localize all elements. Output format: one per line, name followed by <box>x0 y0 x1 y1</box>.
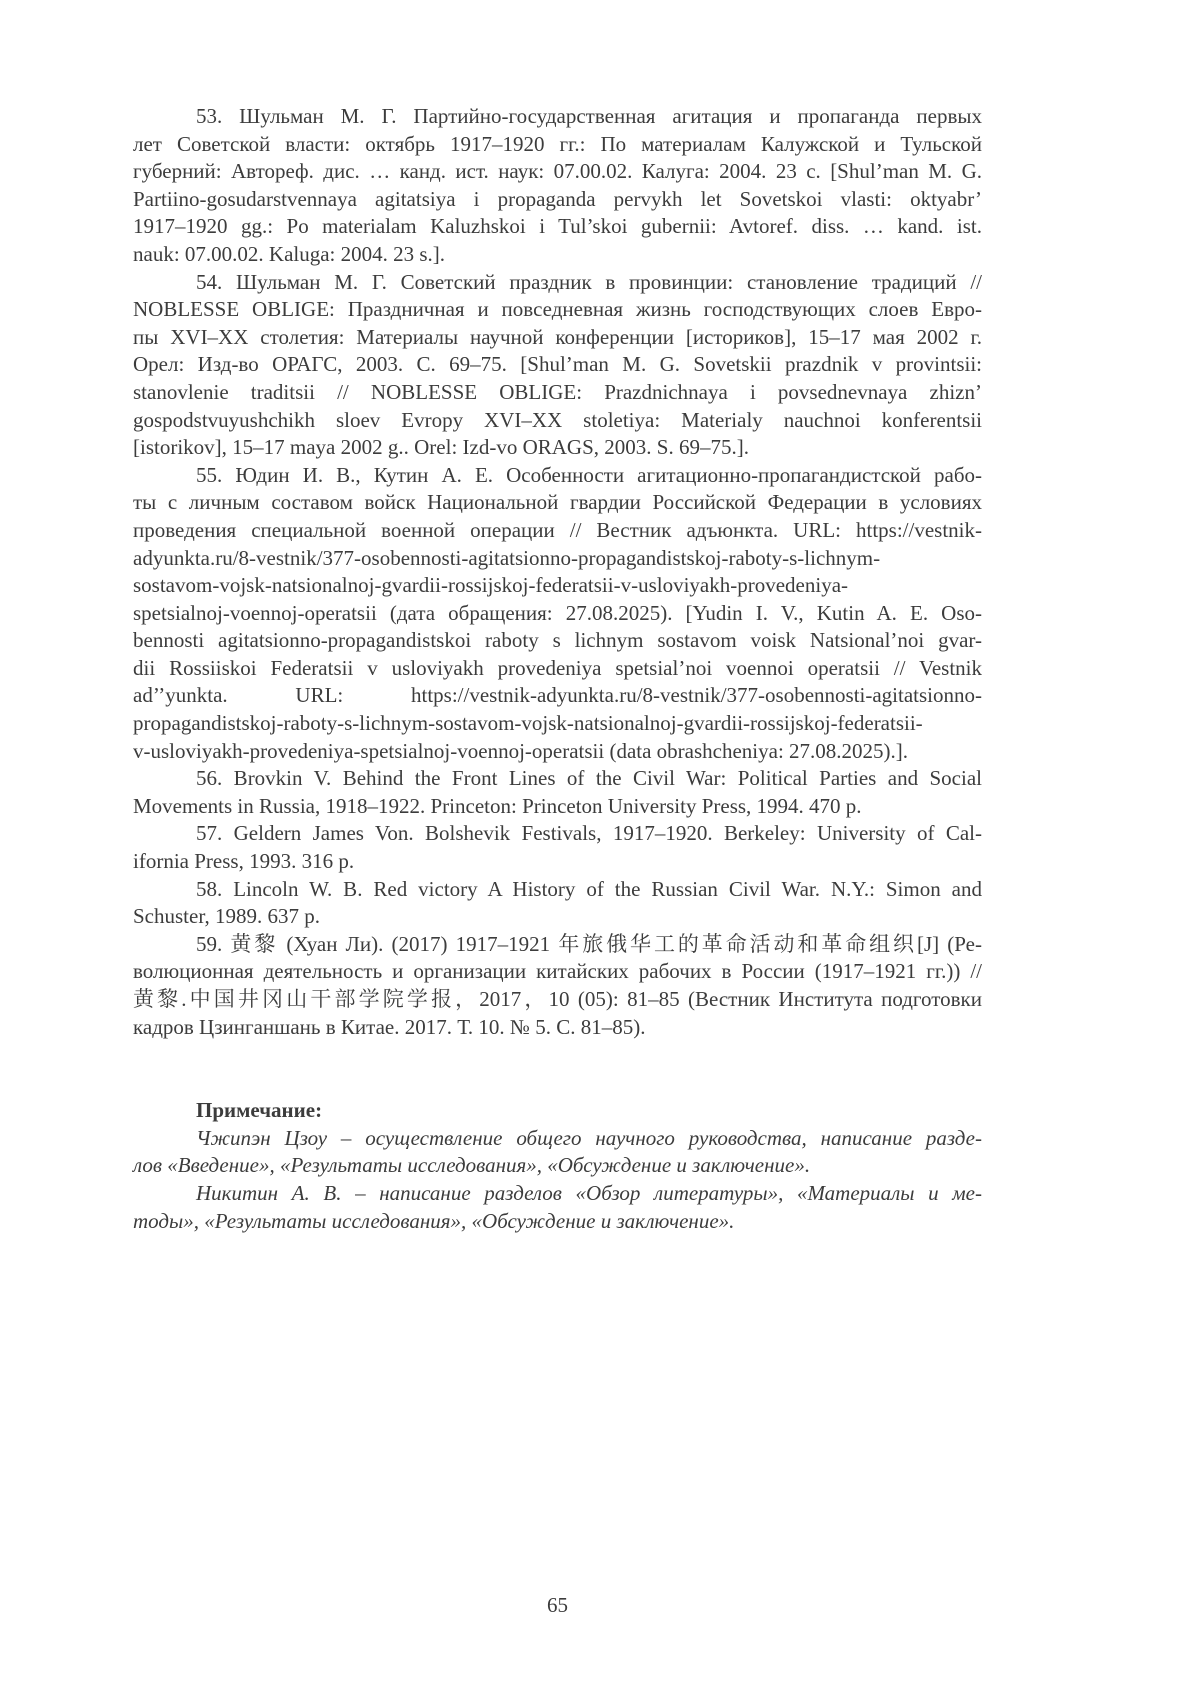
reference-line: propagandistskoj-raboty-s-lichnym-sostavom-vojsk-natsionalnoj-gvardii-rossijskoj-federatsii- <box>133 711 923 736</box>
reference-line: 57. Geldern James Von. Bolshevik Festivals, 1917–1920. Berkeley: University of Cal- <box>196 821 982 846</box>
reference-paragraph <box>133 820 982 875</box>
reference-line: кадров Цзинганшань в Китае. 2017. Т. 10. № 5. С. 81–85). <box>133 1014 646 1039</box>
reference-line: [istorikov], 15–17 maya 2002 g.. Orel: Izd-vo ORAGS, 2003. S. 69–75.]. <box>133 435 749 460</box>
reference-line: губерний: Автореф. дис. … канд. ист. наук: 07.00.02. Калуга: 2004. 23 с. [Shul’man M. G. <box>133 159 982 184</box>
note-line: тоды», «Результаты исследования», «Обсуждение и заключение». <box>133 1208 735 1233</box>
reference-line: dii Rossiiskoi Federatsii v usloviyakh provedeniya spetsial’noi voennoi operatsii // Vestnik <box>133 655 982 680</box>
reference-line: 55. Юдин И. В., Кутин А. Е. Особенности агитационно-пропагандистской рабо- <box>196 462 982 487</box>
note-paragraph <box>133 1180 982 1235</box>
note-line: Никитин А. В. – написание разделов «Обзор литературы», «Материалы и ме- <box>196 1180 982 1205</box>
reference-line: gospodstvuyushchikh sloev Evropy XVI–XX stoletiya: Materialy nauchnoi konferentsii <box>133 407 982 432</box>
reference-paragraph <box>133 269 982 462</box>
reference-paragraph <box>133 462 982 766</box>
note-line: лов «Введение», «Результаты исследования», «Обсуждение и заключение». <box>133 1153 811 1178</box>
reference-line: 58. Lincoln W. B. Red victory A History of the Russian Civil War. N.Y.: Simon and <box>196 876 982 901</box>
reference-paragraph <box>133 765 982 820</box>
reference-line: волюционная деятельность и организации китайских рабочих в России (1917–1921 гг.)) // <box>133 959 982 984</box>
reference-line: лет Советской власти: октябрь 1917–1920 гг.: По материалам Калужской и Тульской <box>133 131 982 156</box>
reference-paragraph <box>133 931 982 1041</box>
note-paragraphs <box>133 1125 982 1235</box>
reference-paragraph <box>133 876 982 931</box>
reference-line: spetsialnoj-voennoj-operatsii (дата обращения: 27.08.2025). [Yudin I. V., Kutin A. E. Oso- <box>133 600 982 625</box>
reference-line: 1917–1920 gg.: Po materialam Kaluzhskoi i Tul’skoi gubernii: Avtoref. diss. … kand. ist. <box>133 214 982 239</box>
reference-line: 56. Brovkin V. Behind the Front Lines of the Civil War: Political Parties and Social <box>196 766 982 791</box>
reference-line: 黄黎.中国井冈山干部学院学报，2017，10 (05): 81–85 (Вестник Института подготовки <box>133 987 982 1011</box>
references-section <box>133 103 982 1041</box>
reference-line: ad’’yunkta. URL: https://vestnik-adyunkta.ru/8-vestnik/377-osobennosti-agitatsionno- <box>133 683 982 708</box>
reference-line: пы XVI–XX столетия: Материалы научной конференции [историков], 15–17 мая 2002 г. <box>133 324 982 349</box>
reference-line: 54. Шульман М. Г. Советский праздник в провинции: становление традиций // <box>196 269 982 294</box>
reference-line: Partiino-gosudarstvennaya agitatsiya i propaganda pervykh let Sovetskoi vlasti: oktyabr’ <box>133 186 982 211</box>
reference-line: nauk: 07.00.02. Kaluga: 2004. 23 s.]. <box>133 241 446 266</box>
reference-line: ifornia Press, 1993. 316 p. <box>133 849 355 874</box>
reference-line: adyunkta.ru/8-vestnik/377-osobennosti-agitatsionno-propagandistskoj-raboty-s-lichnym- <box>133 545 881 570</box>
page-number: 65 <box>547 1593 568 1617</box>
reference-line: проведения специальной военной операции // Вестник адъюнкта. URL: https://vestnik- <box>133 517 982 542</box>
reference-line: stanovlenie traditsii // NOBLESSE OBLIGE: Prazdnichnaya i povsednevnaya zhizn’ <box>133 379 982 404</box>
reference-paragraph <box>133 103 982 269</box>
reference-line: sostavom-vojsk-natsionalnoj-gvardii-rossijskoj-federatsii-v-usloviyakh-provedeniya- <box>133 573 849 598</box>
reference-line: v-usloviyakh-provedeniya-spetsialnoj-voennoj-operatsii (data obrashcheniya: 27.08.2025).]. <box>133 738 909 763</box>
text-block <box>133 103 982 1235</box>
reference-line: Орел: Изд-во ОРАГС, 2003. С. 69–75. [Shul’man M. G. Sovetskii prazdnik v provintsii: <box>133 352 982 377</box>
note-heading: Примечание: <box>196 1098 323 1123</box>
note-section <box>133 1097 982 1235</box>
reference-line: Movements in Russia, 1918–1922. Princeton: Princeton University Press, 1994. 470 p. <box>133 793 862 818</box>
reference-line: ты с личным составом войск Национальной гвардии Российской Федерации в условиях <box>133 490 982 515</box>
reference-line: NOBLESSE OBLIGE: Праздничная и повседневная жизнь господствующих слоев Евро- <box>133 297 982 322</box>
reference-line: bennosti agitatsionno-propagandistskoi raboty s lichnym sostavom voisk Natsional’noi gvar- <box>133 628 982 653</box>
note-paragraph <box>133 1125 982 1180</box>
note-line: Чжипэн Цзоу – осуществление общего научного руководства, написание разде- <box>196 1125 982 1150</box>
reference-line: 59. 黄黎 (Хуан Ли). (2017) 1917–1921 年旅俄华工的革命活动和革命组织[J] (Ре- <box>196 931 982 956</box>
reference-line: 53. Шульман М. Г. Партийно-государственная агитация и пропаганда первых <box>196 104 982 128</box>
reference-line: Schuster, 1989. 637 p. <box>133 904 320 929</box>
